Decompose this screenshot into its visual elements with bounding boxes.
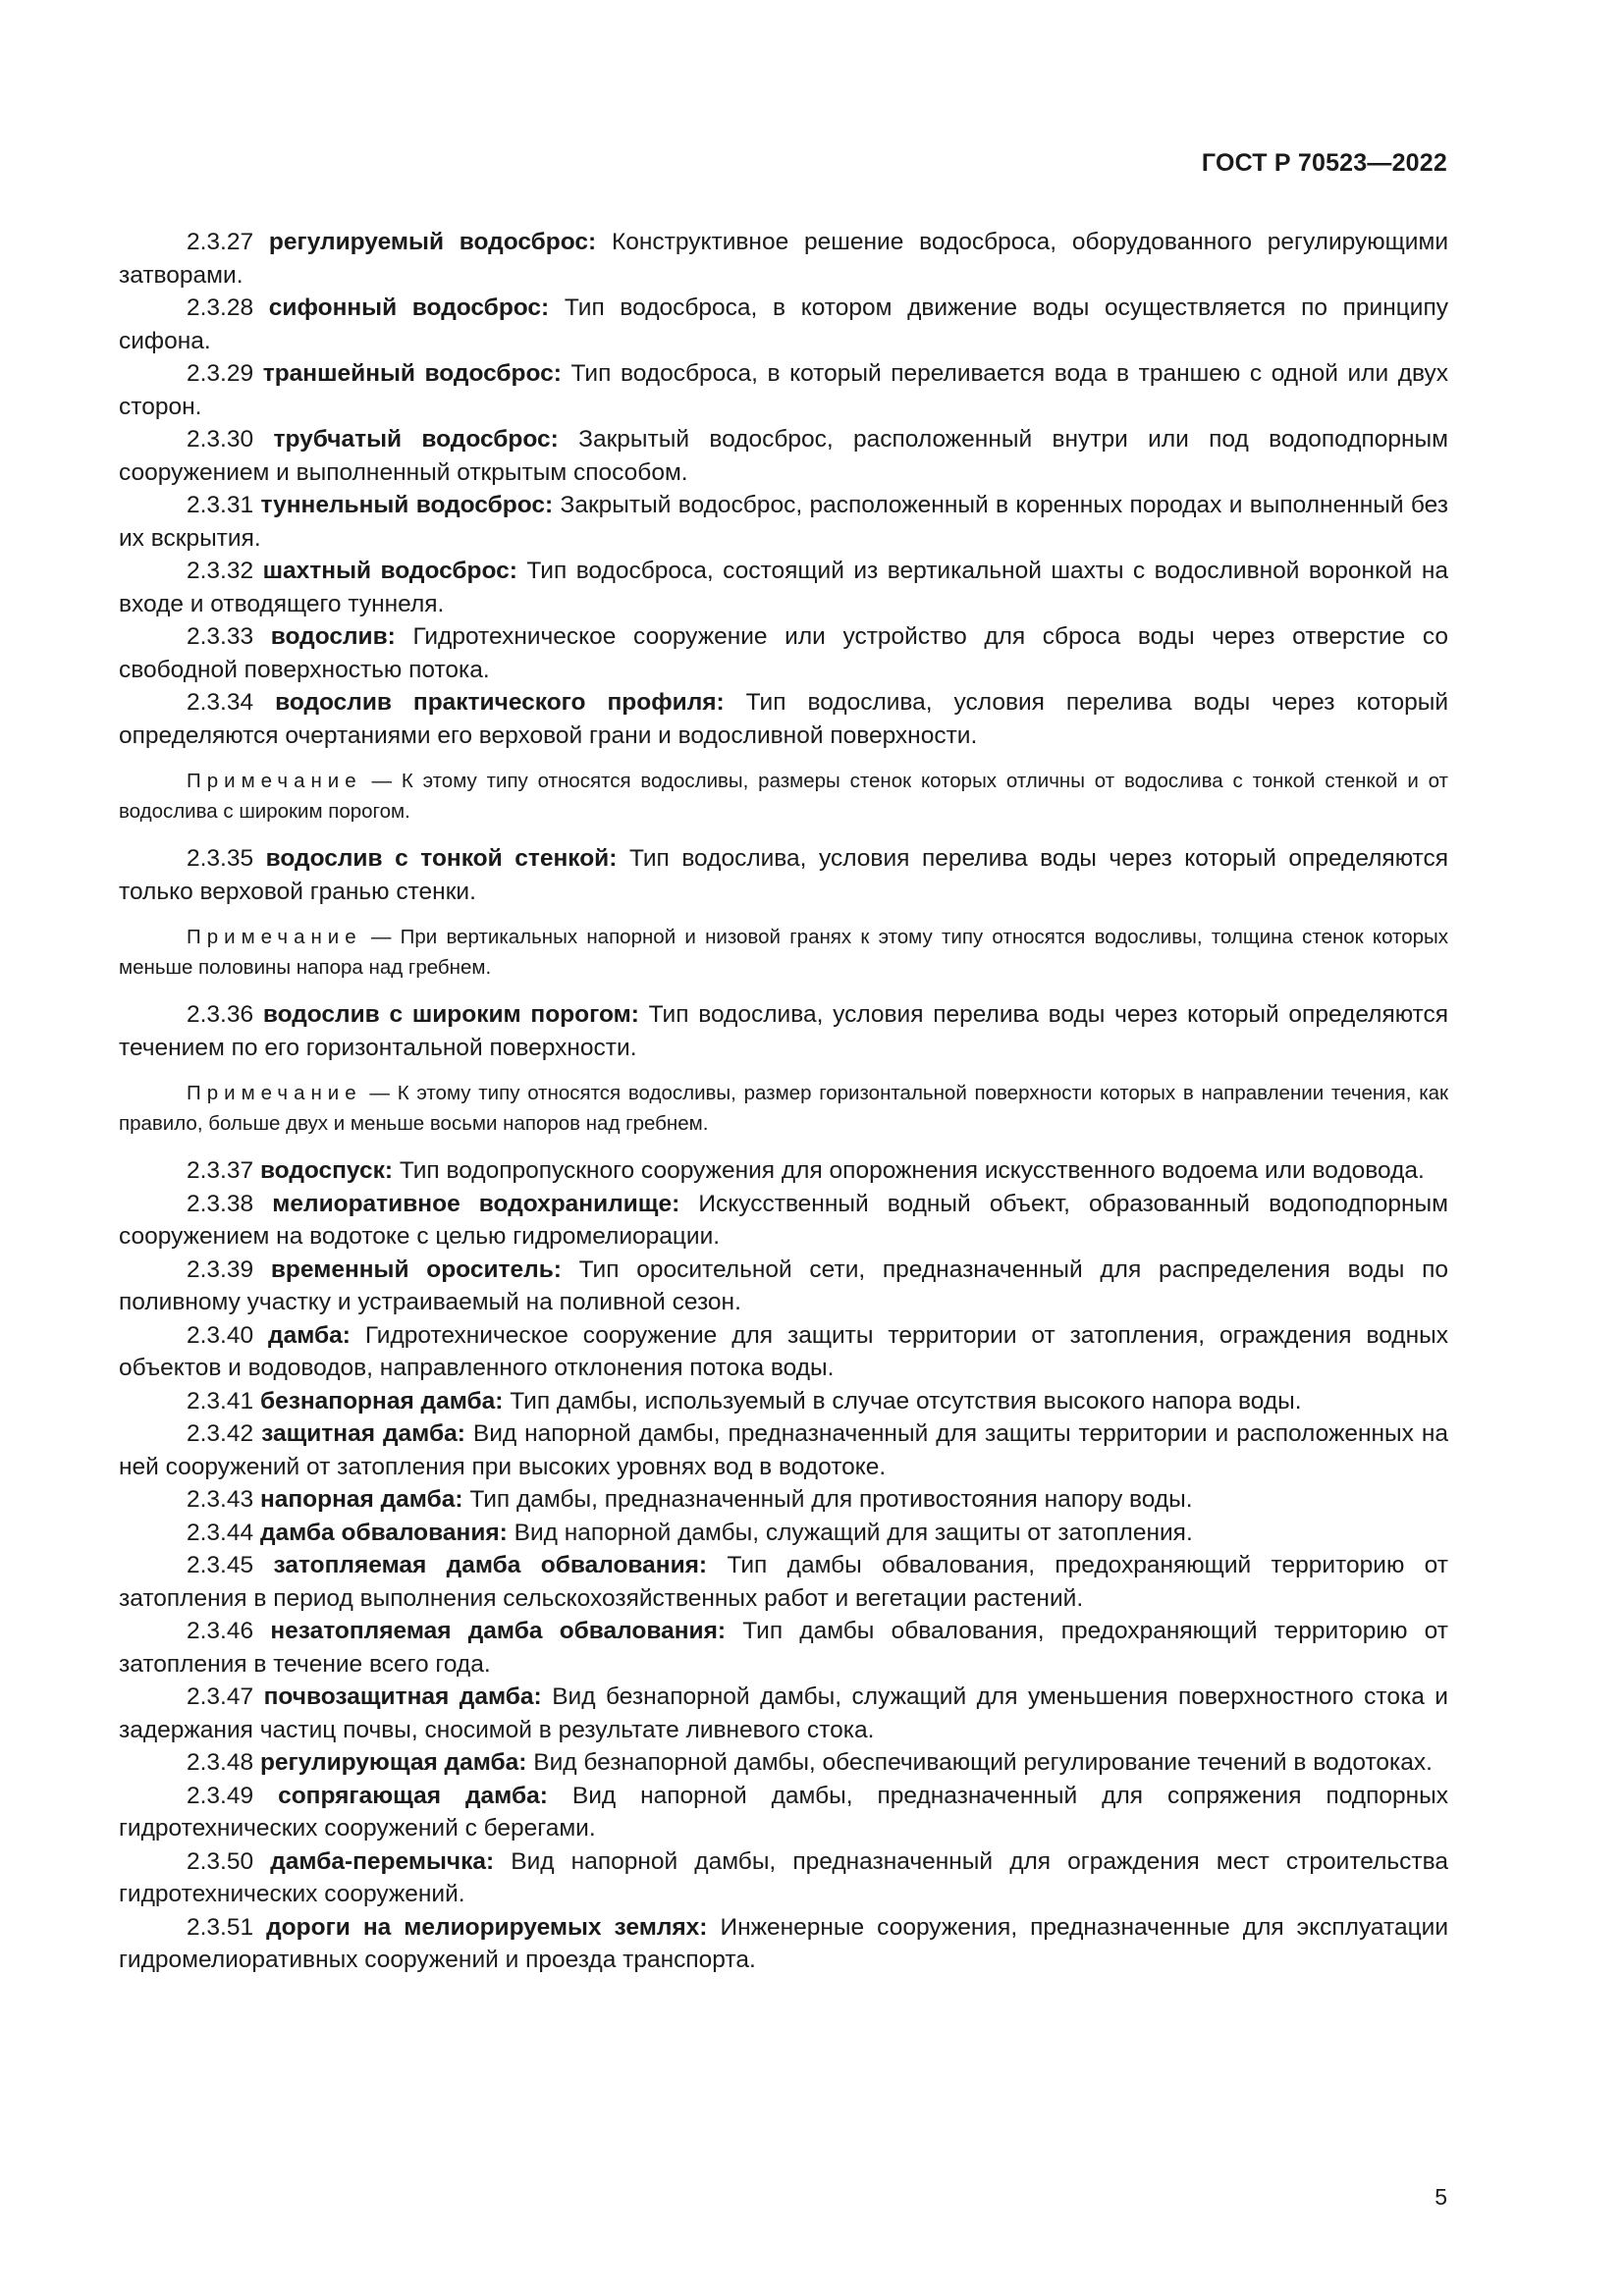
entry-number: 2.3.29 [187,360,254,387]
entry-definition: Тип дамбы, предназначенный для противостояния напору воды. [469,1486,1193,1513]
entry-number: 2.3.32 [187,558,254,584]
entry-number: 2.3.38 [187,1190,254,1217]
entry-term: водослив с широким порогом: [262,1001,639,1028]
entry-number: 2.3.50 [187,1847,254,1875]
note-label: Примечание [187,926,362,948]
entry-term: мелиоративное водохранилище: [272,1190,680,1217]
entry-number: 2.3.40 [187,1321,254,1349]
entry-term: водослив практического профиля: [275,689,725,716]
term-entry [119,489,1448,555]
entry-number: 2.3.31 [187,492,254,518]
entry-term: сифонный водосброс: [268,294,550,321]
entry-definition: Гидротехническое сооружение или устройство для сброса воды через отверстие со свободной поверхностью потока. [119,623,1449,683]
entry-number: 2.3.36 [187,1001,254,1028]
entry-term: туннельный водосброс: [260,492,554,518]
entry-number: 2.3.48 [187,1749,254,1776]
term-entry [119,1746,1448,1780]
term-entry [119,1681,1448,1746]
note-text: К этому типу относятся водосливы, размеры стенок которых отличны от водослива с тонкой стенкой и от водослива с широким порогом. [119,770,1448,823]
entry-definition: Вид напорной дамбы, предназначенный для защиты территории и расположенных на ней сооружений от затопления при высоких уровнях вод в водотоке. [119,1420,1449,1480]
entry-number: 2.3.42 [187,1420,254,1447]
entry-term: дамба-перемычка: [270,1847,495,1875]
entry-definition: Вид напорной дамбы, предназначенный для сопряжения подпорных гидротехнических сооружений с берегами. [119,1782,1449,1842]
entry-term: временный ороситель: [270,1255,562,1283]
term-entry [119,1319,1448,1385]
term-entry [119,686,1448,752]
entry-definition: Тип дамбы, используемый в случае отсутствия высокого напора воды. [510,1387,1302,1415]
term-entry [119,1188,1448,1254]
entry-number: 2.3.39 [187,1255,254,1283]
entry-definition: Вид безнапорной дамбы, обеспечивающий регулирование течений в водотоках. [533,1749,1433,1776]
term-entry [119,842,1448,908]
entry-term: безнапорная дамба: [259,1387,504,1415]
entry-number: 2.3.41 [187,1387,254,1415]
entry-definition: Закрытый водосброс, расположенный в коренных породах и выполненный без их вскрытия. [119,492,1448,552]
entry-definition: Тип водослива, условия перелива воды через который определяются очертаниями его верховой грани и водосливной поверхности. [119,689,1449,749]
entry-term: дамба: [268,1321,351,1349]
entry-term: регулирующая дамба: [259,1749,527,1776]
entry-term: незатопляемая дамба обвалования: [270,1618,727,1644]
term-entry [119,555,1448,620]
entry-number: 2.3.35 [187,845,254,872]
term-entry [119,1549,1448,1615]
entry-definition: Тип водослива, условия перелива воды через который определяются течением по его горизонтальной поверхности. [119,1001,1449,1061]
entry-definition: Инженерные сооружения, предназначенные для эксплуатации гидромелиоративных сооружений и проезда транспорта. [119,1913,1448,1973]
entry-definition: Тип дамбы обвалования, предохраняющий территорию от затопления в течение всего года. [119,1618,1448,1678]
term-entry [119,998,1448,1064]
entry-term: водослив: [270,623,396,650]
entry-term: трубчатый водосброс: [273,426,559,453]
term-entry [119,1483,1448,1517]
note [119,766,1448,827]
entry-number: 2.3.37 [187,1157,254,1184]
entry-number: 2.3.47 [187,1683,254,1710]
entry-term: водослив с тонкой стенкой: [265,845,618,872]
note-label: Примечание [187,1082,362,1104]
entry-term: дороги на мелиорируемых землях: [266,1913,708,1941]
entry-number: 2.3.30 [187,426,254,453]
entry-term: почвозащитная дамба: [263,1683,542,1710]
term-entry [119,620,1448,686]
entry-number: 2.3.51 [187,1913,254,1941]
note-label: Примечание [187,770,362,792]
note-dash: — [370,926,392,948]
entry-number: 2.3.28 [187,294,254,321]
entry-term: защитная дамба: [261,1420,465,1447]
page-number: 5 [1435,2184,1447,2210]
entry-term: водоспуск: [259,1157,393,1184]
term-entry [119,1417,1448,1483]
entry-definition: Искусственный водный объект, образованный водоподпорным сооружением на водотоке с целью гидромелиорации. [119,1190,1448,1250]
entry-definition: Тип водосброса, в котором движение воды осуществляется по принципу сифона. [119,294,1448,354]
entry-definition: Тип водосброса, состоящий из вертикальной шахты с водосливной воронкой на входе и отводящего туннеля. [119,558,1448,617]
entry-definition: Вид безнапорной дамбы, служащий для уменьшения поверхностного стока и задержания частиц почвы, сносимой в результате ливневого стока. [119,1683,1448,1743]
entry-definition: Тип оросительной сети, предназначенный для распределения воды по поливному участку и устраиваемый на поливной сезон. [119,1255,1449,1315]
term-entry [119,1780,1448,1845]
entry-term: шахтный водосброс: [262,558,517,584]
note [119,1078,1448,1139]
term-entry [119,1615,1448,1681]
entry-number: 2.3.33 [187,623,254,650]
entry-definition: Закрытый водосброс, расположенный внутри или под водоподпорным сооружением и выполненный открытым способом. [119,426,1448,486]
entry-term: дамба обвалования: [259,1519,508,1546]
entry-term: сопрягающая дамба: [278,1782,548,1809]
entry-number: 2.3.34 [187,689,254,716]
term-entry [119,357,1448,423]
entry-definition: Тип водослива, условия перелива воды через который определяются только верховой гранью стенки. [119,845,1448,905]
term-entry [119,1154,1448,1188]
term-entry [119,226,1448,292]
entry-number: 2.3.27 [187,229,254,255]
entry-number: 2.3.46 [187,1618,254,1644]
entry-definition: Гидротехническое сооружение для защиты территории от затопления, ограждения водных объектов и водоводов, направленного отклонения потока воды. [119,1321,1448,1381]
entry-definition: Вид напорной дамбы, предназначенный для ограждения мест строительства гидротехнических сооружений. [119,1847,1448,1907]
note-text: При вертикальных напорной и низовой гранях к этому типу относятся водосливы, толщина стенок которых меньше половины напора над гребнем. [119,926,1448,979]
term-entry [119,1254,1448,1319]
term-entry [119,1911,1448,1977]
standard-code-header: ГОСТ Р 70523—2022 [1201,149,1447,177]
entry-number: 2.3.44 [187,1519,254,1546]
entry-number: 2.3.45 [187,1552,254,1578]
entry-definition: Вид напорной дамбы, служащий для защиты от затопления. [514,1519,1193,1546]
term-entry [119,1385,1448,1418]
note-dash: — [371,770,392,792]
entry-definition: Тип дамбы обвалования, предохраняющий территорию от затопления в период выполнения сельскохозяйственных работ и вегетации растений. [119,1552,1448,1612]
entry-number: 2.3.43 [187,1486,254,1513]
terms-list [119,226,1448,1977]
term-entry [119,423,1448,489]
entry-term: напорная дамба: [259,1486,463,1513]
entry-term: затопляемая дамба обвалования: [273,1552,708,1578]
entry-definition: Тип водосброса, в который переливается вода в траншею с одной или двух сторон. [119,360,1448,420]
term-entry [119,292,1448,357]
note-dash: — [369,1082,390,1104]
note-text: К этому типу относятся водосливы, размер горизонтальной поверхности которых в направлении течения, как правило, больше двух и меньше восьми напоров над гребнем. [119,1082,1449,1135]
entry-definition: Тип водопропускного сооружения для опорожнения искусственного водоема или водовода. [399,1157,1425,1184]
note [119,922,1448,983]
term-entry [119,1517,1448,1550]
entry-term: траншейный водосброс: [262,360,562,387]
term-entry [119,1845,1448,1911]
entry-number: 2.3.49 [187,1782,254,1809]
entry-definition: Конструктивное решение водосброса, оборудованного регулирующими затворами. [119,229,1448,289]
entry-term: регулируемый водосброс: [268,229,597,255]
